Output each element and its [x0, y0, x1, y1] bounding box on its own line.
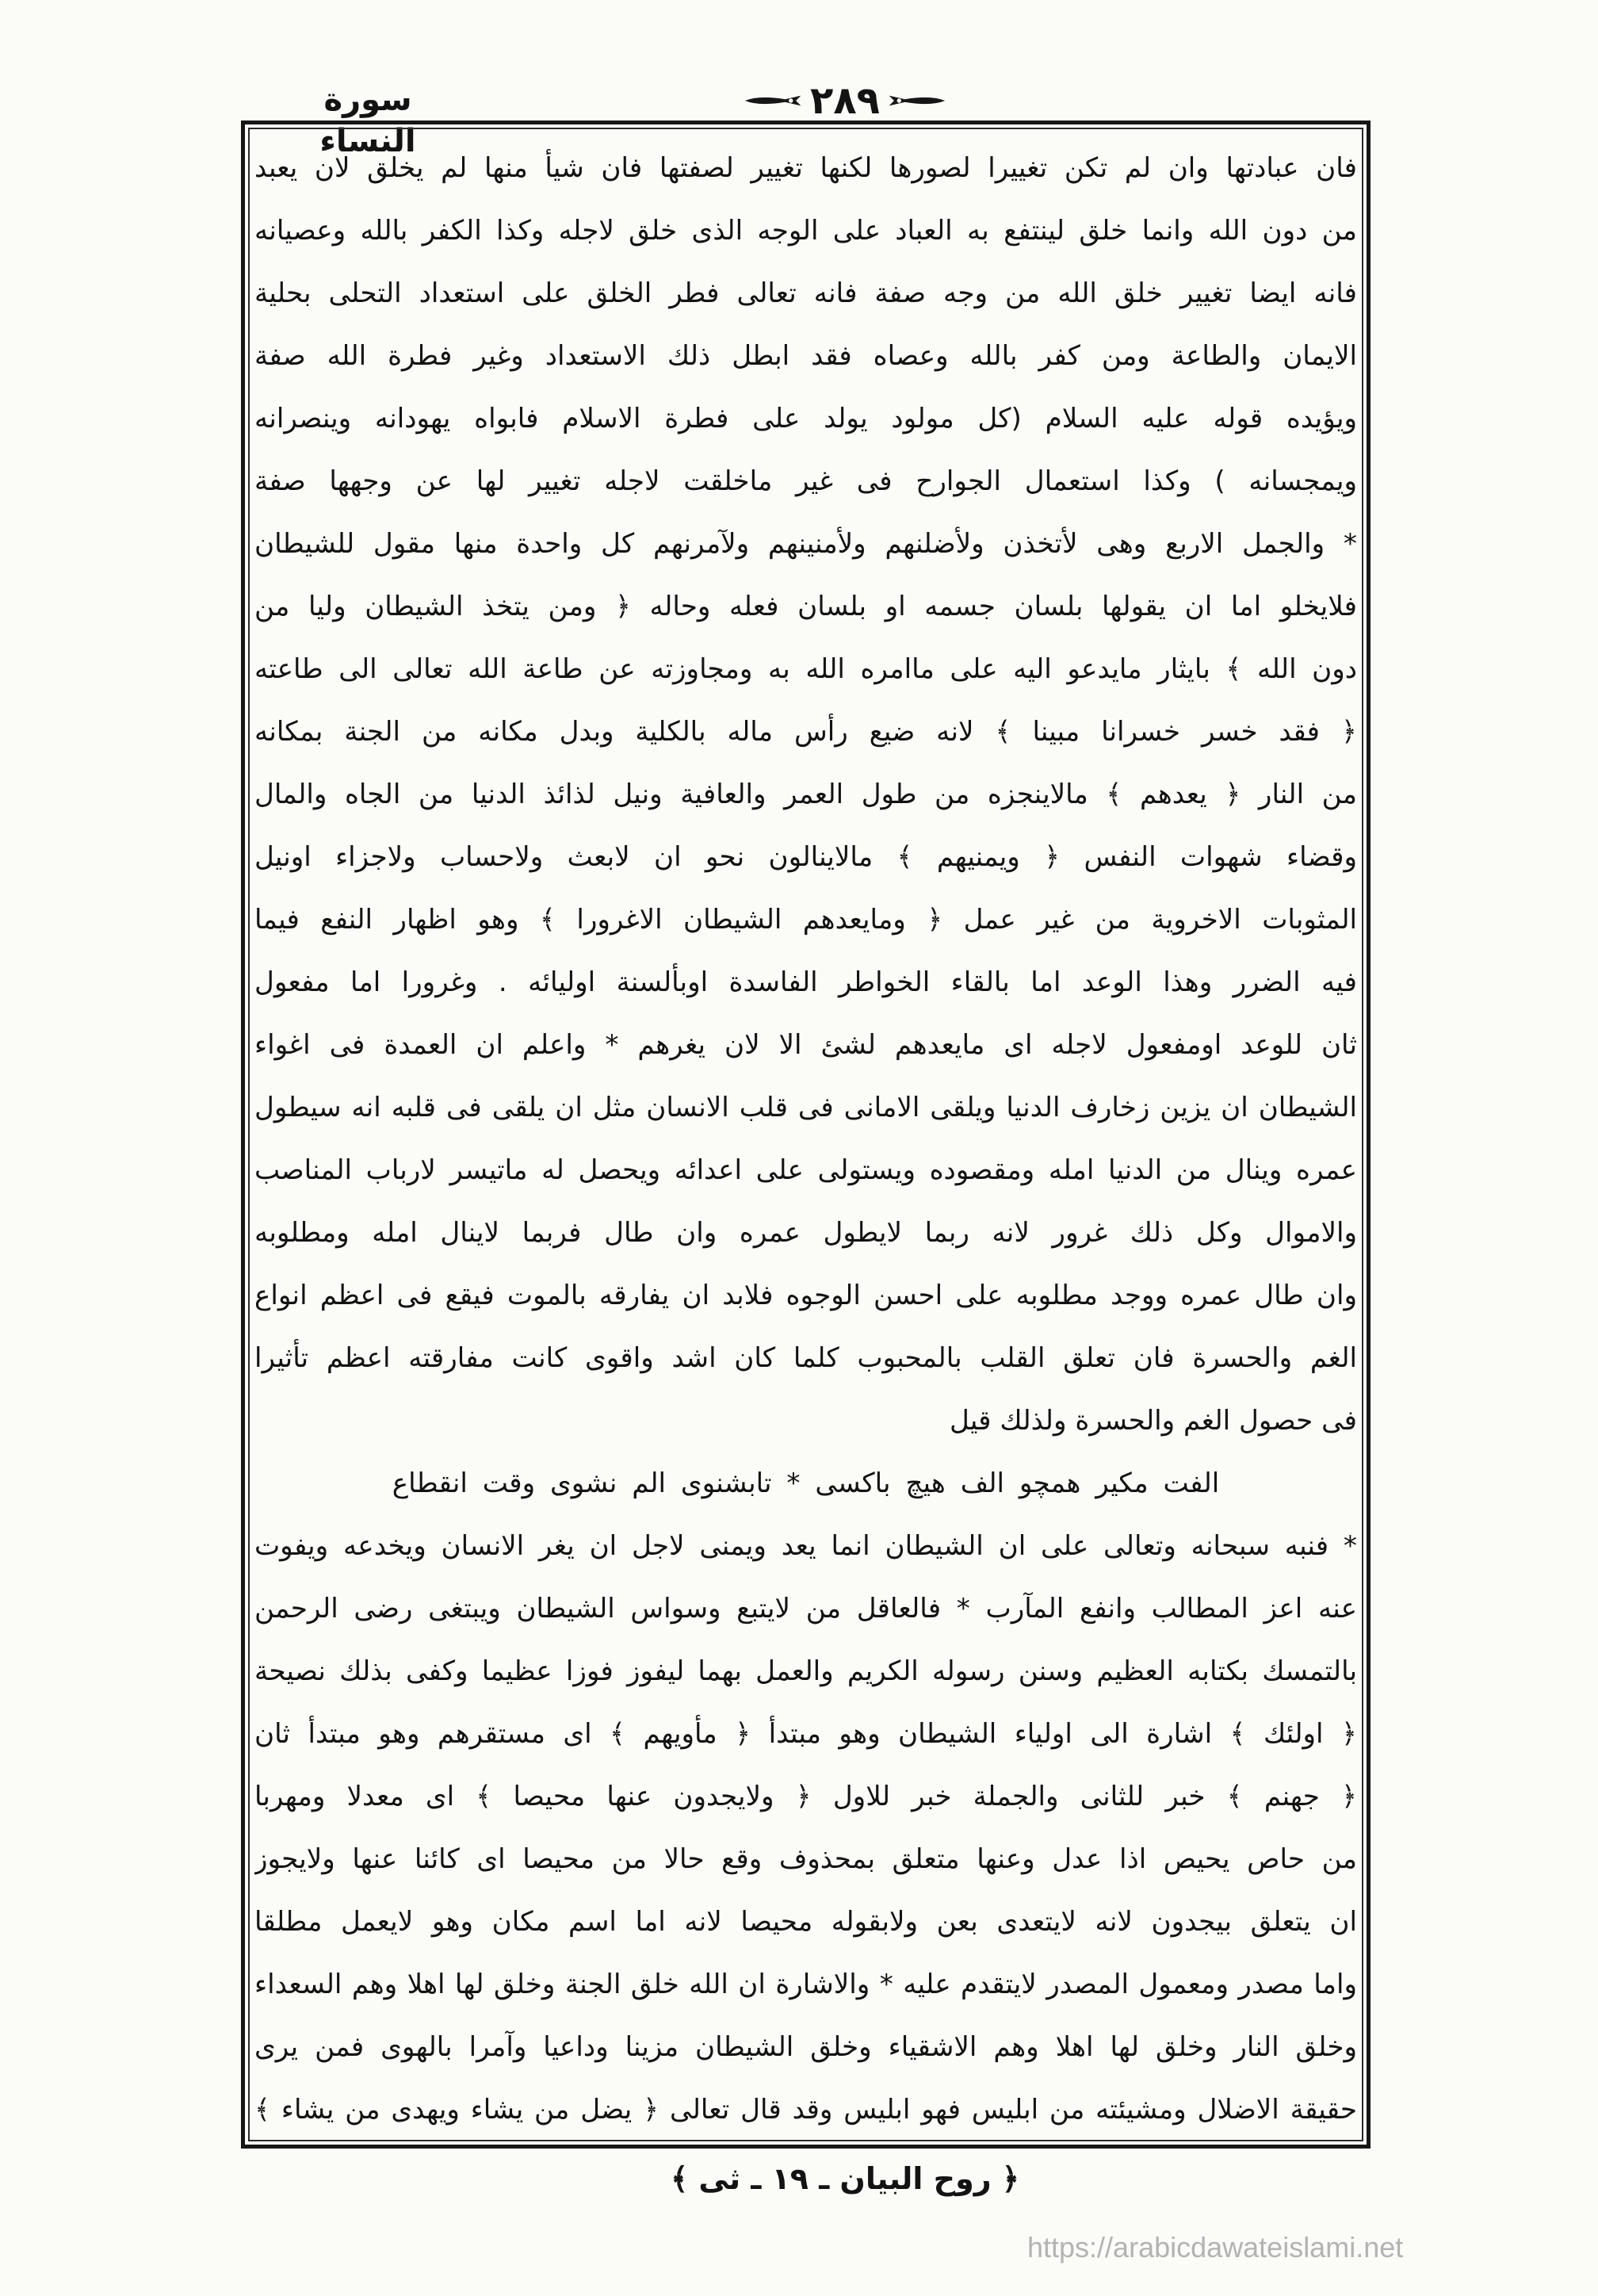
- text-line: من حاص يحيص اذا عدل وعنها متعلق بمحذوف وقع حالا من محيصا اى كائنا عنها ولايجوز: [254, 1843, 1357, 1875]
- text-line: الايمان والطاعة ومن كفر بالله وعصاه فقد ابطل ذلك الاستعداد وغير فطرة الله صفة: [254, 340, 1357, 372]
- surah-name: سورة النساء: [319, 82, 416, 159]
- text-line: دون الله ﴾ بايثار مايدعو اليه على ماامره الله به ومجاوزته عن طاعة الله تعالى الى طاعته: [254, 653, 1357, 685]
- text-line-short: فى حصول الغم والحسرة ولذلك قيل: [949, 1405, 1357, 1437]
- text-line: ﴿ فقد خسر خسرانا مبينا ﴾ لانه ضيع رأس ماله بالكلية وبدل مكانه من الجنة بمكانه: [254, 716, 1357, 748]
- poetry-verse: الفت مكير همچو الف هيچ باكسى * تابشنوى الم نشوى وقت انقطاع: [392, 1468, 1220, 1499]
- ornament-right-icon: [886, 89, 946, 113]
- page-number-ornament: [744, 79, 946, 122]
- text-line: من دون الله وانما خلق لينتفع به العباد على الوجه الذى خلق لاجله وكذا الكفر بالله وعصيانه: [254, 215, 1357, 247]
- text-line: فانه ايضا تغيير خلق الله من وجه صفة فانه تعالى فطر الخلق على استعداد التحلى بحلية: [254, 277, 1357, 309]
- text-line: المثوبات الاخروية من غير عمل ﴿ ومايعدهم الشيطان الاغرورا ﴾ وهو اظهار النفع فيما: [254, 904, 1357, 936]
- text-line: ويؤيده قوله عليه السلام (كل مولود يولد على فطرة الاسلام فابواه يهودانه وينصرانه: [254, 403, 1357, 434]
- text-line: * فنبه سبحانه وتعالى على ان الشيطان انما يعد ويمنى لاجل ان يغر الانسان ويخدعه ويفوت: [254, 1530, 1357, 1562]
- text-line: الشيطان ان يزين زخارف الدنيا ويلقى الامانى فى قلب الانسان مثل ان يلقى فى قلبه انه سيطول: [254, 1092, 1357, 1123]
- text-line: فيه الضرر وهذا الوعد اما بالقاء الخواطر الفاسدة اوبألسنة اوليائه . وغرورا اما مفعول: [254, 966, 1357, 998]
- text-line: بالتمسك بكتابه العظيم وسنن رسوله الكريم والعمل بهما ليفوز فوزا عظيما وكفى بذلك نصيحة: [254, 1655, 1357, 1687]
- text-line: وخلق النار وخلق لها اهلا وهم الاشقياء وخلق الشيطان مزينا وداعيا وآمرا بالهوى فمن يرى: [254, 2031, 1357, 2063]
- text-line: ﴿ جهنم ﴾ خبر للثانى والجملة خبر للاول ﴿ ولايجدون عنها محيصا ﴾ اى معدلا ومهربا: [254, 1781, 1357, 1812]
- text-line: واما مصدر ومعمول المصدر لايتقدم عليه * والاشارة ان الله خلق الجنة وخلق لها اهلا وهم السعداء: [254, 1969, 1357, 2000]
- text-line: فلايخلو اما ان يقولها بلسان جسمه او بلسان فعله وحاله ﴿ ومن يتخذ الشيطان وليا من: [254, 591, 1357, 622]
- watermark-url: https://arabicdawateislami.net: [1027, 2231, 1404, 2263]
- text-line: والاموال وكل ذلك غرور لانه ربما لايطول عمره وان طال فربما لاينال امله ومطلوبه: [254, 1217, 1357, 1249]
- footer-signature: ﴿ روح البيان ـ ١٩ ـ ثى ﴾: [670, 2161, 1020, 2196]
- text-line: ثان للوعد اومفعول لاجله اى مايعدهم لشئ الا لان يغرهم * واعلم ان العمدة فى اغواء: [254, 1029, 1357, 1061]
- text-line: عمره وينال من الدنيا امله ومقصوده ويستولى على اعدائه ويحصل له ماتيسر لارباب المناصب: [254, 1154, 1357, 1186]
- text-line: حقيقة الاضلال ومشيئته من ابليس فهو ابليس وقد قال تعالى ﴿ يضل من يشاء ويهدى من يشاء ﴾: [254, 2094, 1357, 2126]
- text-frame: [241, 121, 1371, 2149]
- page-number: ٢٨٩: [810, 78, 880, 123]
- ornament-left-icon: [744, 89, 804, 113]
- text-line: فان عبادتها وان لم تكن تغييرا لصورها لكنها تغيير لصفتها فان شيأ منها لم يخلق لان يعبد: [254, 152, 1357, 184]
- text-line: ﴿ اولئك ﴾ اشارة الى اولياء الشيطان وهو مبتدأ ﴿ مأويهم ﴾ اى مستقرهم وهو مبتدأ ثان: [254, 1718, 1357, 1750]
- text-line: ويمجسانه ) وكذا استعمال الجوارح فى غير ماخلقت لاجله تغيير لها عن وجهها صفة: [254, 465, 1357, 497]
- main-text: [254, 137, 1357, 2141]
- text-line: وقضاء شهوات النفس ﴿ ويمنيهم ﴾ مالاينالون نحو ان لابعث ولاحساب ولاجزاء اونيل: [254, 841, 1357, 873]
- text-line: الغم والحسرة فان تعلق القلب بالمحبوب كلما كان اشد واقوى كانت مفارقته اعظم تأثيرا: [254, 1342, 1357, 1374]
- text-line: ان يتعلق بيجدون لانه لايتعدى بعن ولابقوله محيصا لانه اما اسم مكان وهو لايعمل مطلقا: [254, 1906, 1357, 1938]
- text-line: * والجمل الاربع وهى لأتخذن ولأضلنهم ولأمنينهم ولآمرنهم كل واحدة منها مقول للشيطان: [254, 528, 1357, 560]
- text-line: وان طال عمره ووجد مطلوبه على احسن الوجوه فلابد ان يفارقه بالموت فيقع فى اعظم انواع: [254, 1280, 1357, 1311]
- text-line: من النار ﴿ يعدهم ﴾ مالاينجزه من طول العمر والعافية ونيل لذائذ الدنيا من الجاه والمال: [254, 779, 1357, 810]
- text-line: عنه اعز المطالب وانفع المآرب * فالعاقل من لايتبع وسواس الشيطان ويبتغى رضى الرحمن: [254, 1593, 1357, 1624]
